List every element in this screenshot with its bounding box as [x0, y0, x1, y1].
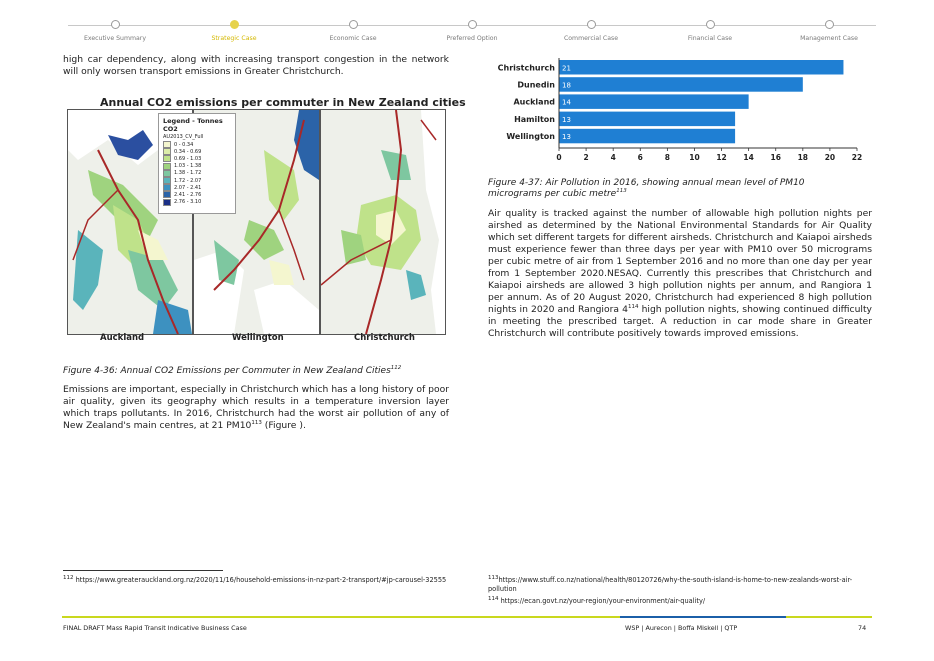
- nav-step-financial-case[interactable]: [650, 0, 770, 42]
- legend-item: [163, 155, 235, 162]
- footnote-112: [63, 576, 449, 585]
- footnote-number: 113: [488, 574, 499, 581]
- x-tick-label: 14: [743, 153, 754, 162]
- nav-step-commercial-case[interactable]: [531, 0, 651, 42]
- page-number: 74: [858, 624, 867, 632]
- bar-category-label: Auckland: [513, 97, 555, 107]
- bar: [559, 112, 735, 127]
- legend-swatch: [163, 163, 171, 170]
- legend-label: 2.41 - 2.76: [174, 191, 202, 198]
- bar-category-label: Wellington: [506, 132, 555, 142]
- footnote-rule: [63, 570, 223, 571]
- legend-label: 0 - 0.34: [174, 141, 194, 148]
- intro-paragraph: high car dependency, along with increasing transport congestion in the network will only worsen transport emissions in Greater Christchurch.: [63, 54, 449, 77]
- legend-swatch: [163, 170, 171, 177]
- panel-label-auckland: Auckland: [100, 333, 145, 343]
- bar: [559, 129, 735, 144]
- footnote-text: https://ecan.govt.nz/your-region/your-environment/air-quality/: [498, 597, 706, 605]
- emissions-footnote-ref: 113: [251, 419, 262, 426]
- nav-step-dot-icon: [468, 20, 477, 29]
- christchurch-map: [321, 110, 445, 334]
- nav-step-label: Management Case: [800, 35, 858, 42]
- legend-item: [163, 184, 235, 191]
- nav-step-dot-icon: [706, 20, 715, 29]
- bar-value-label: 13: [562, 133, 571, 142]
- footnote-114: [488, 597, 872, 606]
- bar: [559, 94, 749, 109]
- footnote-text: https://www.stuff.co.nz/national/health/80120726/why-the-south-island-is-home-to-new-zealands-worst-air-pollution: [488, 576, 853, 593]
- bar-value-label: 13: [562, 115, 571, 124]
- bar: [559, 77, 803, 92]
- caption-text: Figure 4-36: Annual CO2 Emissions per Commuter in New Zealand Cities: [63, 366, 391, 376]
- legend-label: 1.38 - 1.72: [174, 170, 202, 177]
- legend-item: [163, 148, 235, 155]
- panel-label-christchurch: Christchurch: [354, 333, 415, 343]
- x-tick-label: 8: [664, 153, 670, 162]
- footnote-text: https://www.greaterauckland.org.nz/2020/11/16/household-emissions-in-nz-part-2-transport/#jp-carousel-32555: [73, 576, 447, 584]
- x-tick-label: 16: [770, 153, 781, 162]
- legend-label: 1.03 - 1.38: [174, 163, 202, 170]
- emissions-text: Emissions are important, especially in Christchurch which has a long history of poor air quality, given its geography which results in a temperature inversion layer which traps pollutants. In 2016, Christchurch had the worst air pollution of any of New Zealand's main centres, at 21 PM10: [63, 384, 449, 431]
- nav-step-dot-icon: [587, 20, 596, 29]
- legend-swatch: [163, 155, 171, 162]
- nav-step-label: Preferred Option: [446, 35, 498, 42]
- legend-swatch: [163, 141, 171, 148]
- bar-category-label: Dunedin: [517, 80, 555, 90]
- legend-swatch: [163, 184, 171, 191]
- air-quality-text-tail: high pollution nights, showing continued difficulty in meeting the prescribed target. A reduction in car mode share in Greater Christchurch will contribute positively towards improved emissions.: [488, 304, 872, 339]
- figure-caption-map: [63, 366, 401, 376]
- footer-authors: WSP | Aurecon | Boffa Miskell | QTP: [625, 624, 738, 632]
- legend-swatch: [163, 191, 171, 198]
- nav-step-dot-icon: [230, 20, 239, 29]
- legend-subtitle: AU2013_CV_Full: [163, 134, 204, 140]
- legend-item: [163, 170, 235, 177]
- bar-value-label: 18: [562, 81, 571, 90]
- chart-caption-text: Figure 4-37: Air Pollution in 2016, showing annual mean level of PM10 micrograms per cubic metre: [488, 178, 805, 199]
- figure-caption-chart: [488, 178, 858, 200]
- legend-label: 0.34 - 0.69: [174, 148, 202, 155]
- air-quality-footnote-ref: 114: [627, 303, 639, 310]
- legend-label: 2.07 - 2.41: [174, 184, 202, 191]
- nav-step-management-case[interactable]: [769, 0, 889, 42]
- nav-step-dot-icon: [111, 20, 120, 29]
- caption-footnote-ref: 112: [390, 365, 402, 371]
- x-tick-label: 0: [556, 153, 562, 162]
- legend-items: [159, 141, 235, 206]
- nav-step-strategic-case[interactable]: [174, 0, 294, 42]
- x-tick-label: 20: [824, 153, 836, 162]
- bar-value-label: 21: [562, 64, 571, 73]
- x-tick-label: 22: [851, 153, 863, 162]
- legend-swatch: [163, 177, 171, 184]
- nav-step-executive-summary[interactable]: [55, 0, 175, 42]
- legend-item: [163, 177, 235, 184]
- legend-swatch: [163, 148, 171, 155]
- bar-category-label: Hamilton: [514, 114, 555, 124]
- nav-step-label: Commercial Case: [563, 35, 619, 42]
- legend-label: 1.72 - 2.07: [174, 177, 202, 184]
- bar-category-label: Christchurch: [497, 63, 555, 73]
- map-title: Annual CO2 emissions per commuter in New Zealand cities: [100, 96, 466, 109]
- legend-item: [163, 163, 235, 170]
- legend-item: [163, 141, 235, 148]
- x-tick-label: 6: [637, 153, 643, 162]
- air-quality-paragraph: [488, 208, 872, 340]
- nav-step-label: Strategic Case: [211, 35, 257, 42]
- x-tick-label: 2: [583, 153, 589, 162]
- chart-caption-footnote-ref: 113: [616, 188, 627, 194]
- nav-step-label: Financial Case: [687, 35, 733, 42]
- emissions-text-tail: (Figure ).: [261, 420, 306, 431]
- map-legend: [158, 113, 236, 214]
- x-tick-label: 10: [689, 153, 700, 162]
- footer-doc-title: FINAL DRAFT Mass Rapid Transit Indicative Business Case: [63, 624, 247, 632]
- footnote-113: [488, 576, 872, 594]
- panel-label-wellington: Wellington: [232, 333, 284, 343]
- nav-step-label: Economic Case: [329, 35, 377, 42]
- legend-title: Legend - Tonnes CO2: [163, 117, 223, 133]
- pm10-bar-chart: [490, 55, 870, 167]
- x-tick-label: 12: [716, 153, 727, 162]
- nav-step-dot-icon: [825, 20, 834, 29]
- emissions-paragraph: [63, 384, 449, 432]
- legend-swatch: [163, 199, 171, 206]
- legend-label: 0.69 - 1.03: [174, 155, 202, 162]
- bar-value-label: 14: [562, 98, 571, 107]
- footnote-number: 114: [488, 595, 499, 602]
- footer-rule-accent: [620, 616, 786, 618]
- nav-step-label: Executive Summary: [84, 35, 146, 42]
- map-panel-christchurch: [320, 109, 446, 335]
- nav-step-preferred-option[interactable]: [412, 0, 532, 42]
- nav-step-economic-case[interactable]: [293, 0, 413, 42]
- legend-item: [163, 199, 235, 206]
- x-tick-label: 18: [797, 153, 809, 162]
- nav-step-dot-icon: [349, 20, 358, 29]
- air-quality-text: Air quality is tracked against the number of allowable high pollution nights per airshed as determined by the National Environmental Standards for Air Quality which set different targets for different airsheds. Christchurch and Kaiapoi airsheds must experience fewer than three days per year with PM10 over 50 micrograms per cubic metre of air from 1 September 2016 and no more than one day per year from 1 September 2020.NESAQ. Currently this prescribes that Christchurch and Kaiapoi airsheds are allowed 3 high pollution nights per annum, and Rangiora 1 per annum. As of 20 August 2020, Christchurch had experienced 8 high pollution nights in 2020 and Rangiora 4: [488, 208, 872, 315]
- legend-label: 2.76 - 3.10: [174, 199, 202, 206]
- footnote-number: 112: [63, 574, 74, 581]
- legend-item: [163, 191, 235, 198]
- bar: [559, 60, 843, 75]
- x-tick-label: 4: [610, 153, 616, 162]
